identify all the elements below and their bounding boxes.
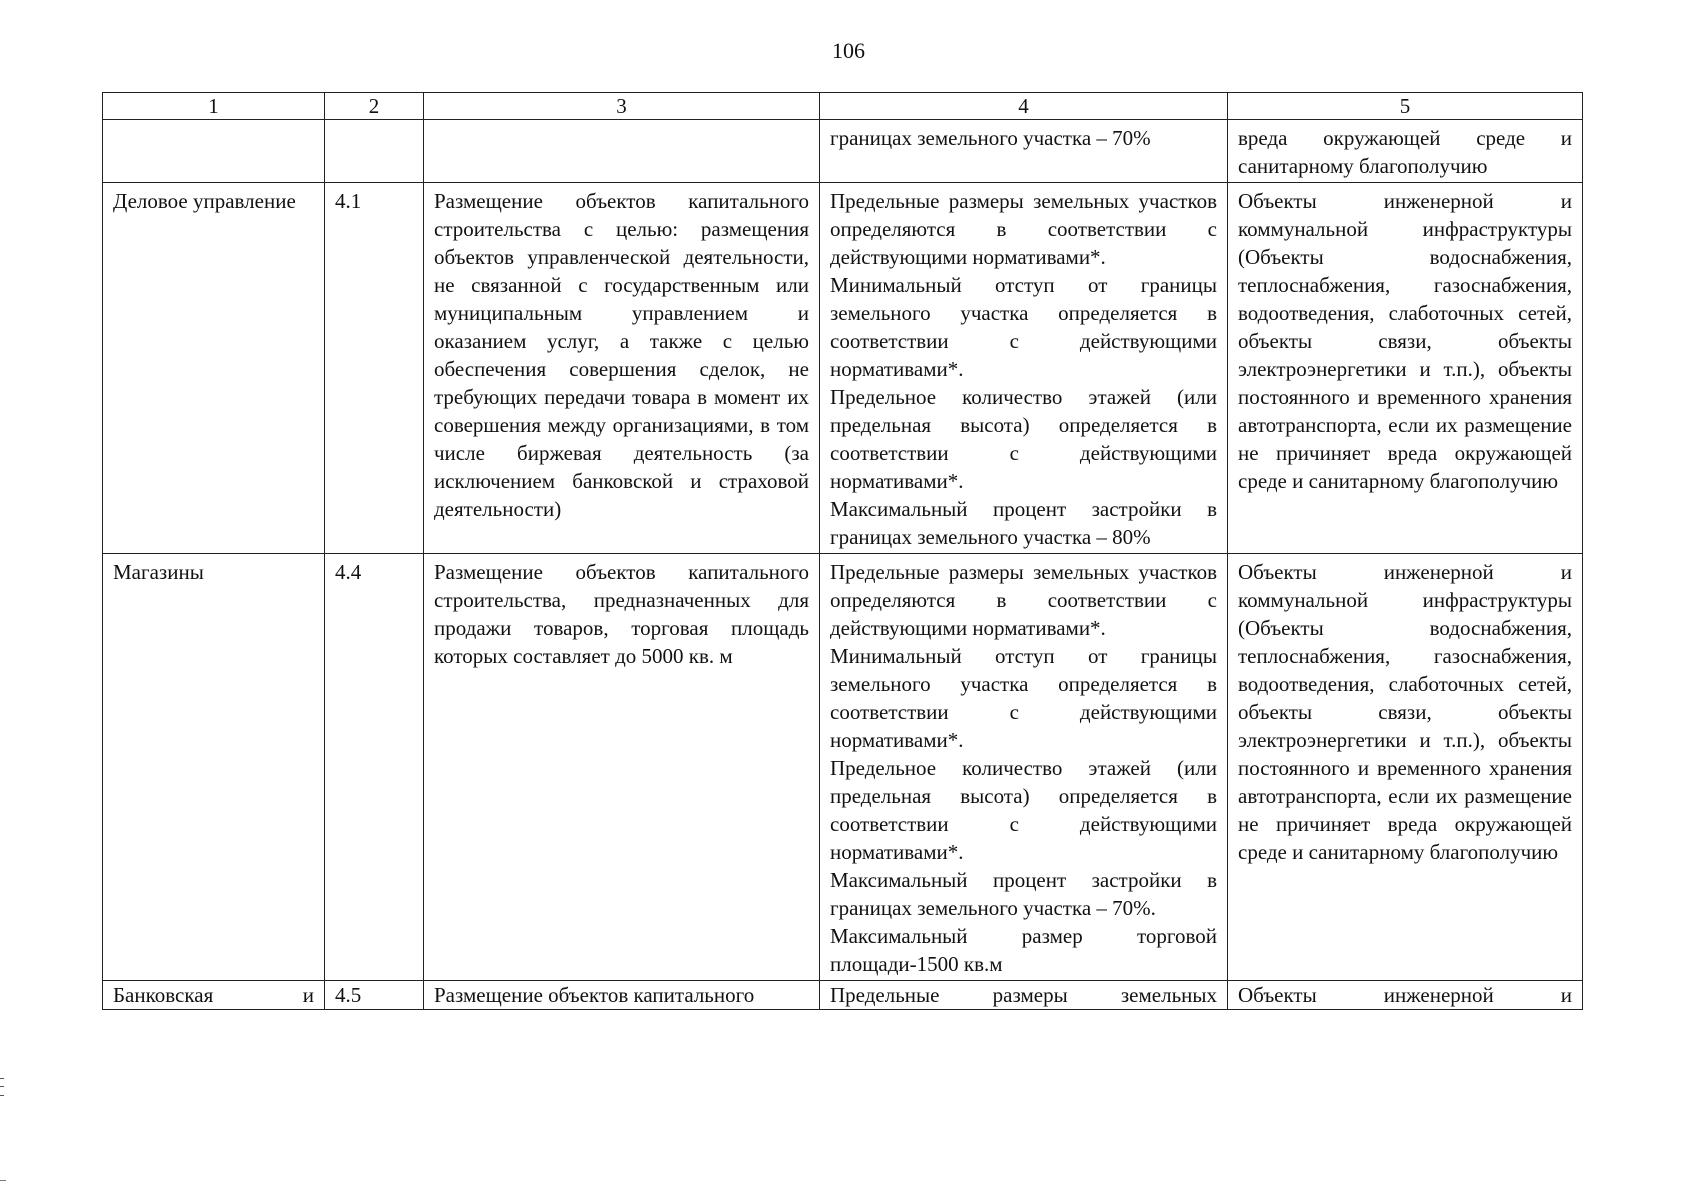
table-cell — [820, 120, 1228, 183]
table-row-truncated — [103, 981, 1583, 1010]
table-cell — [103, 183, 325, 554]
column-header-2: 2 — [325, 93, 424, 120]
column-header-5: 5 — [1228, 93, 1583, 120]
use-code: 4.4 — [335, 560, 362, 584]
column-header-3: 3 — [424, 93, 820, 120]
table-cell — [325, 554, 424, 981]
table-cell — [325, 120, 424, 183]
table-cell — [424, 120, 820, 183]
use-description: Размещение объектов капитального строительства с целью: размещения объектов управленческой деятельности, не связанной с государственным или муниципальным управлением и оказанием услуг, а также с целью обеспечения совершения сделок, не требующих передачи товара в момент их совершения между организациями, в том числе биржевая деятельность (за исключением банковской и страховой деятельности) — [434, 189, 809, 521]
table-cell — [1228, 554, 1583, 981]
table-row — [103, 183, 1583, 554]
table-cell — [820, 981, 1228, 1010]
parameter-line: Предельное количество этажей (или предельная высота) определяется в соответствии с действующими нормативами*. — [830, 385, 1217, 493]
column-header-1: 1 — [103, 93, 325, 120]
table-cell — [424, 183, 820, 554]
use-name: Деловое управление — [113, 189, 296, 213]
table-cell — [1228, 120, 1583, 183]
use-parameters: Предельные размеры земельных — [830, 983, 1217, 1007]
parameter-line: Максимальный процент застройки в границах земельного участка – 70%. — [830, 868, 1217, 920]
use-name-left: Банковская — [113, 983, 214, 1007]
table-cell — [820, 554, 1228, 981]
parameter-line: Предельное количество этажей (или предельная высота) определяется в соответствии с действующими нормативами*. — [830, 756, 1217, 864]
parameter-line: Максимальный процент застройки в границах земельного участка – 80% — [830, 497, 1217, 549]
scan-margin-mark — [0, 1078, 4, 1096]
header-row — [103, 93, 1583, 120]
parameter-line: Предельные размеры земельных участков определяются в соответствии с действующими нормативами*. — [830, 189, 1217, 269]
zoning-table — [102, 92, 1583, 1010]
parameter-line: Максимальный размер торговой площади-1500 кв.м — [830, 924, 1217, 976]
table-cell — [1228, 183, 1583, 554]
use-code: 4.1 — [335, 189, 362, 213]
table-cell — [103, 554, 325, 981]
table-cell — [103, 120, 325, 183]
table-cell — [103, 981, 325, 1010]
use-name — [113, 981, 314, 1009]
parameter-line: Минимальный отступ от границы земельного участка определяется в соответствии с действующими нормативами*. — [830, 644, 1217, 752]
use-auxiliary: Объекты инженерной и коммунальной инфраструктуры (Объекты водоснабжения, теплоснабжения, газоснабжения, водоотведения, слаботочных сетей, объекты связи, объекты электроэнергетики и т.п.), объекты постоянного и временного хранения автотранспорта, если их размещение не причиняет вреда окружающей среде и санитарному благополучию — [1238, 189, 1572, 493]
use-code: 4.5 — [335, 983, 362, 1007]
table-cell — [325, 183, 424, 554]
page-number: 106 — [832, 38, 865, 63]
continuation-row — [103, 120, 1583, 183]
table-cell — [424, 981, 820, 1010]
column-header-4: 4 — [820, 93, 1228, 120]
use-description: Размещение объектов капитального — [434, 983, 755, 1007]
use-description: Размещение объектов капитального строительства, предназначенных для продажи товаров, торговая площадь которых составляет до 5000 кв. м — [434, 560, 809, 668]
use-auxiliary: Объекты инженерной и коммунальной инфраструктуры (Объекты водоснабжения, теплоснабжения, газоснабжения, водоотведения, слаботочных сетей, объекты связи, объекты электроэнергетики и т.п.), объекты постоянного и временного хранения автотранспорта, если их размещение не причиняет вреда окружающей среде и санитарному благополучию — [1238, 560, 1572, 864]
table-cell — [1228, 981, 1583, 1010]
continued-auxiliary: вреда окружающей среде и санитарному благополучию — [1238, 126, 1572, 178]
table-cell — [424, 554, 820, 981]
use-name-right: и — [302, 983, 314, 1007]
continued-parameters: границах земельного участка – 70% — [830, 126, 1151, 150]
scan-margin-tick — [0, 1180, 6, 1181]
table-cell — [325, 981, 424, 1010]
parameter-line: Минимальный отступ от границы земельного участка определяется в соответствии с действующими нормативами*. — [830, 273, 1217, 381]
table-cell — [820, 183, 1228, 554]
use-parameters — [830, 554, 1217, 980]
table-row — [103, 554, 1583, 981]
parameter-line: Предельные размеры земельных участков определяются в соответствии с действующими нормативами*. — [830, 560, 1217, 640]
use-name: Магазины — [113, 560, 204, 584]
use-auxiliary: Объекты инженерной и — [1238, 983, 1572, 1007]
use-parameters — [830, 183, 1217, 553]
